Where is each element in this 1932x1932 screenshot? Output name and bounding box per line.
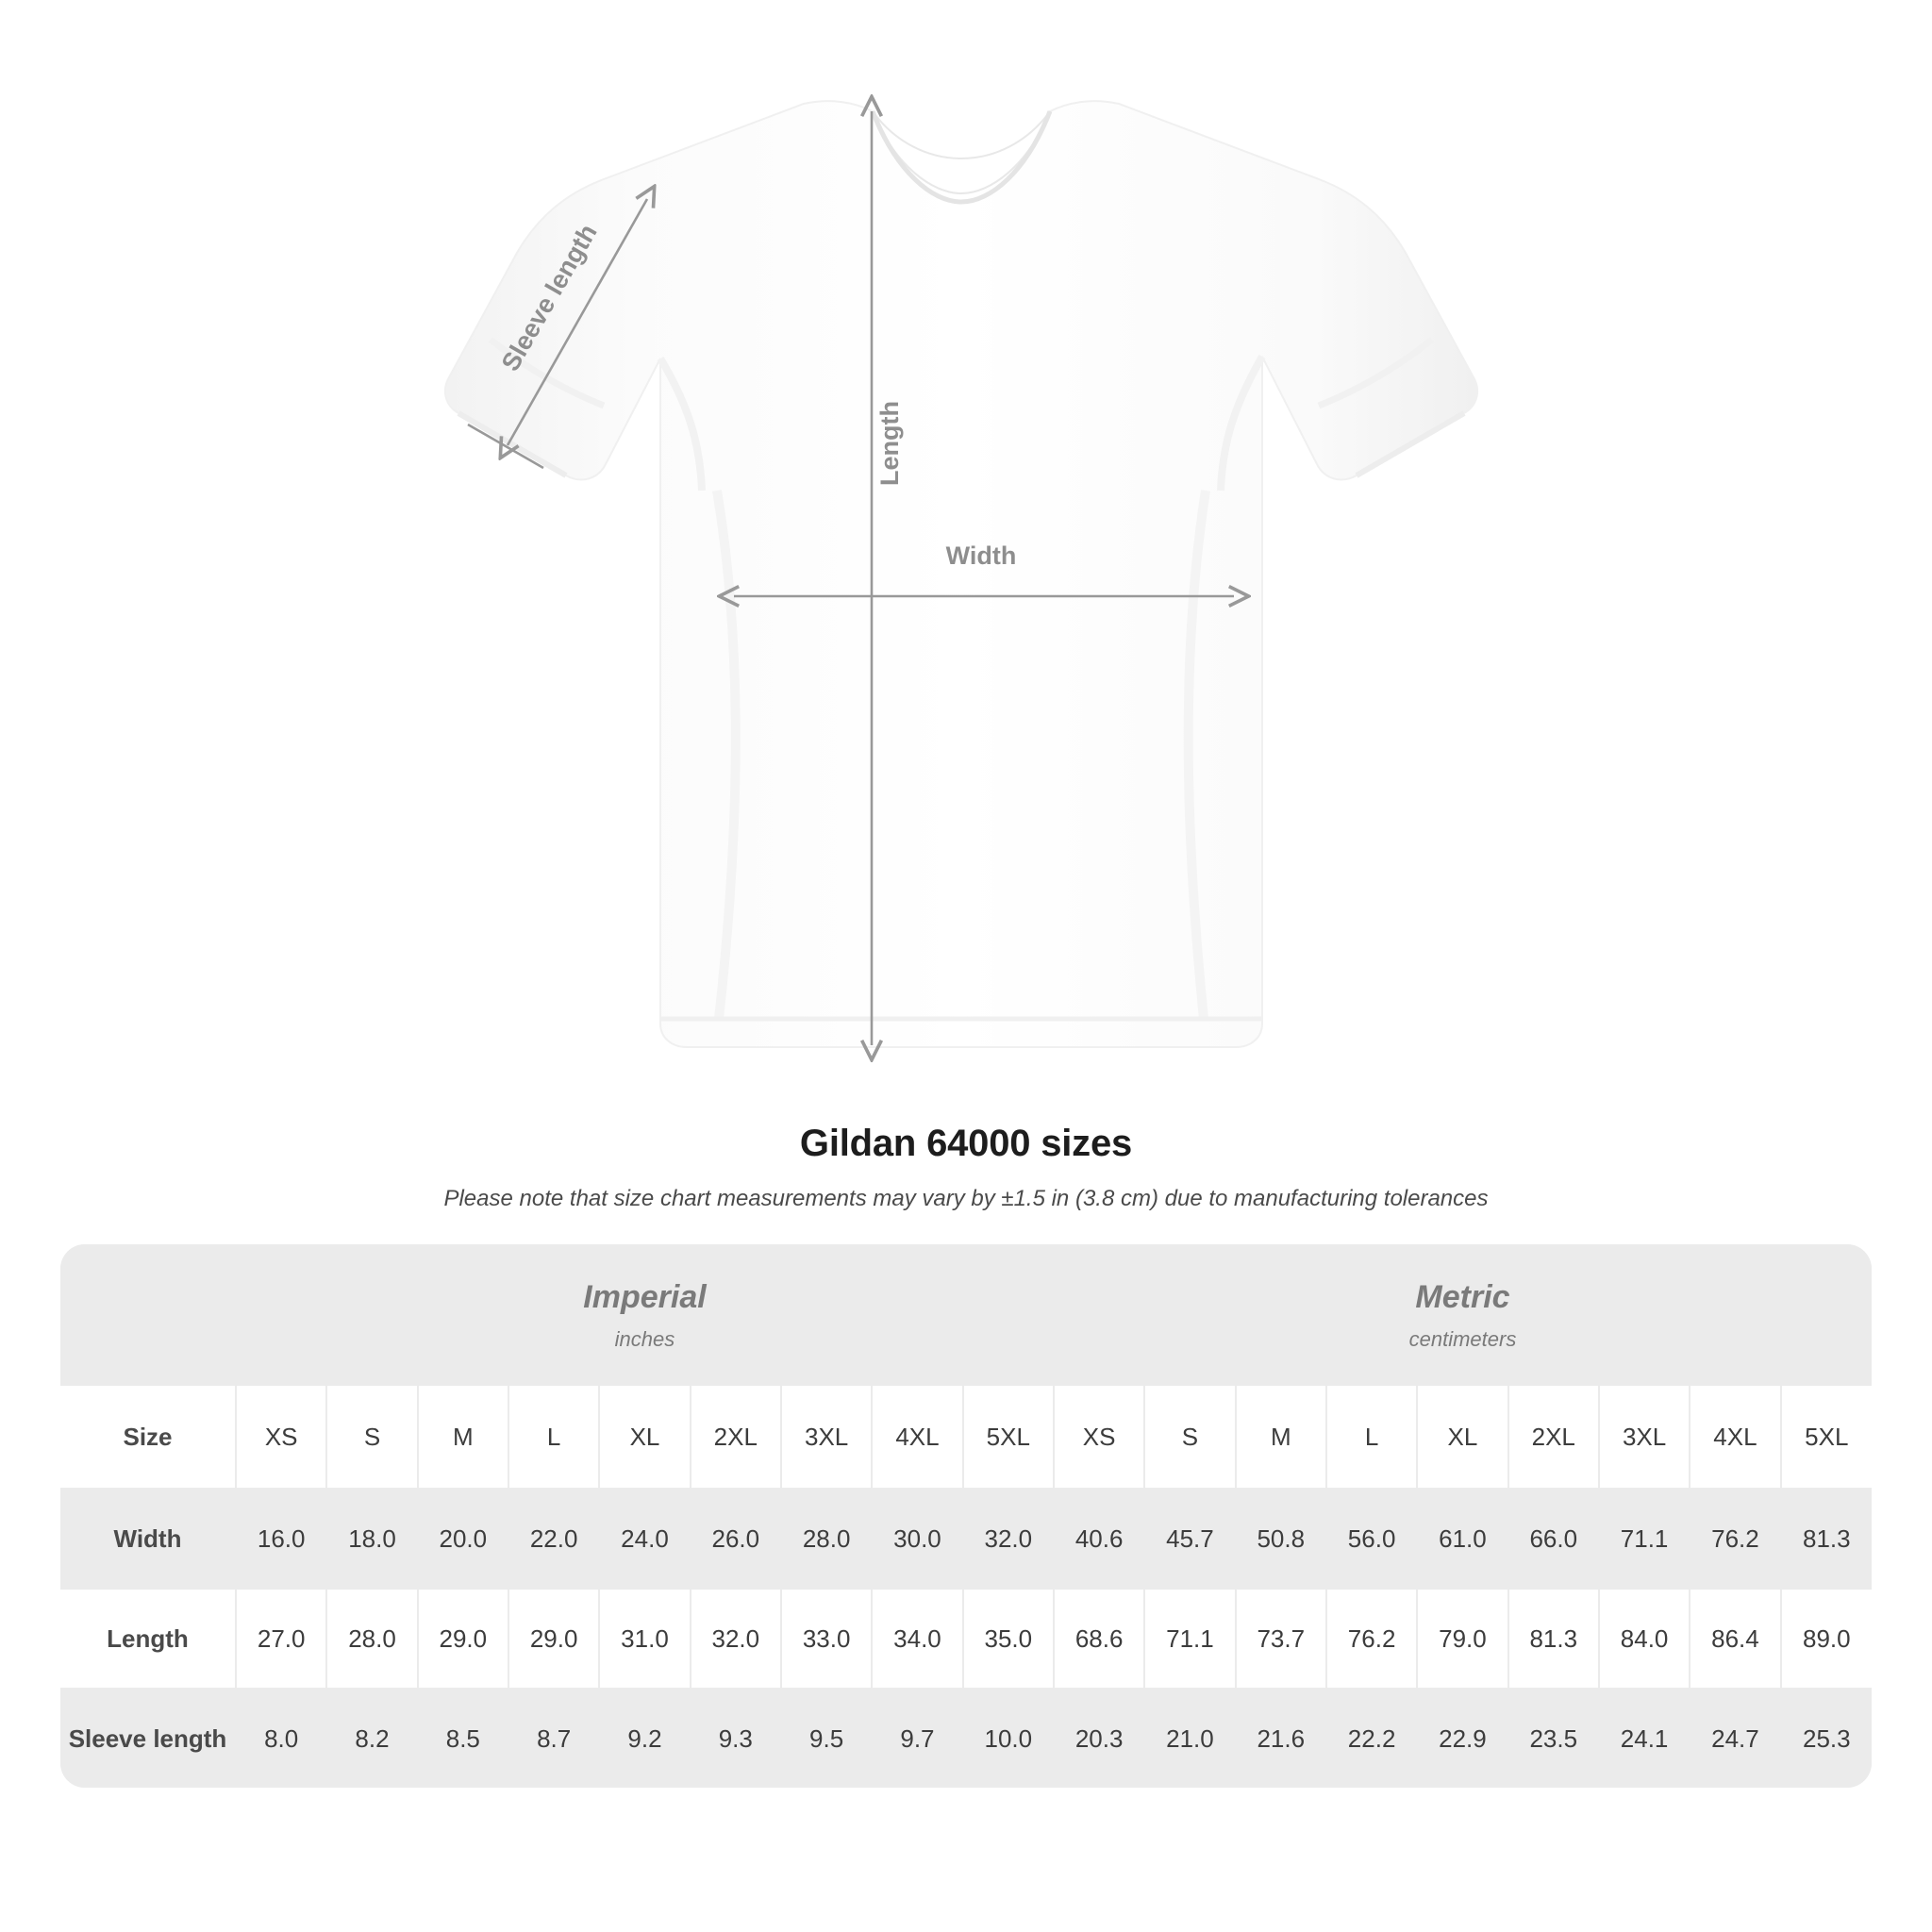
sleeve-11: 21.6 [1236,1689,1326,1788]
sleeve-1: 8.2 [326,1689,417,1788]
unit-sub-metric: centimeters [1408,1326,1517,1351]
width-16: 76.2 [1690,1489,1780,1589]
length-14: 81.3 [1508,1589,1599,1689]
size-header-row [60,1386,1872,1489]
row-label-length: Length [60,1589,236,1689]
size-col-16: 4XL [1690,1386,1780,1489]
unit-sub-imperial: inches [614,1326,675,1351]
sleeve-5: 9.3 [691,1689,781,1788]
size-col-1: S [326,1386,417,1489]
width-6: 28.0 [781,1489,872,1589]
page-title: Gildan 64000 sizes [799,1123,1133,1164]
size-col-6: 3XL [781,1386,872,1489]
length-2: 29.0 [418,1589,508,1689]
width-0: 16.0 [236,1489,326,1589]
sleeve-17: 25.3 [1781,1689,1872,1788]
unit-header-imperial [236,1244,1054,1386]
size-col-8: 5XL [963,1386,1054,1489]
size-col-13: XL [1417,1386,1507,1489]
width-11: 50.8 [1236,1489,1326,1589]
width-8: 32.0 [963,1489,1054,1589]
sleeve-13: 22.9 [1417,1689,1507,1788]
size-col-2: M [418,1386,508,1489]
length-8: 35.0 [963,1589,1054,1689]
width-2: 20.0 [418,1489,508,1589]
length-16: 86.4 [1690,1589,1780,1689]
width-9: 40.6 [1054,1489,1144,1589]
width-3: 22.0 [508,1489,599,1589]
size-col-3: L [508,1386,599,1489]
svg-text:Sleeve length: Sleeve length [495,219,603,376]
sleeve-7: 9.7 [872,1689,962,1788]
width-15: 71.1 [1599,1489,1690,1589]
sleeve-9: 20.3 [1054,1689,1144,1788]
length-9: 68.6 [1054,1589,1144,1689]
sleeve-6: 9.5 [781,1689,872,1788]
sleeve-8: 10.0 [963,1689,1054,1788]
width-1: 18.0 [326,1489,417,1589]
width-14: 66.0 [1508,1489,1599,1589]
size-col-12: L [1326,1386,1417,1489]
sleeve-3: 8.7 [508,1689,599,1788]
unit-name-imperial: Imperial [583,1278,707,1315]
length-3: 29.0 [508,1589,599,1689]
width-12: 56.0 [1326,1489,1417,1589]
table-row-sleeve-length [60,1689,1872,1788]
size-col-5: 2XL [691,1386,781,1489]
length-10: 71.1 [1144,1589,1235,1689]
sleeve-16: 24.7 [1690,1689,1780,1788]
size-col-10: S [1144,1386,1235,1489]
length-15: 84.0 [1599,1589,1690,1689]
size-col-11: M [1236,1386,1326,1489]
sleeve-15: 24.1 [1599,1689,1690,1788]
size-col-9: XS [1054,1386,1144,1489]
unit-header-spacer [60,1244,236,1386]
width-13: 61.0 [1417,1489,1507,1589]
sleeve-10: 21.0 [1144,1689,1235,1788]
row-label-sleeve-length: Sleeve length [60,1689,236,1788]
size-col-0: XS [236,1386,326,1489]
length-17: 89.0 [1781,1589,1872,1689]
length-1: 28.0 [326,1589,417,1689]
tolerance-note: Please note that size chart measurements may vary by ±1.5 in (3.8 cm) due to manufacturing tolerances [443,1186,1489,1211]
length-5: 32.0 [691,1589,781,1689]
table-row-length [60,1589,1872,1689]
sleeve-0: 8.0 [236,1689,326,1788]
length-11: 73.7 [1236,1589,1326,1689]
svg-text:Width: Width [945,541,1017,570]
width-7: 30.0 [872,1489,962,1589]
sleeve-4: 9.2 [599,1689,690,1788]
length-0: 27.0 [236,1589,326,1689]
length-4: 31.0 [599,1589,690,1689]
length-6: 33.0 [781,1589,872,1689]
tshirt-shape [445,101,1477,1047]
unit-header-metric [1054,1244,1872,1386]
sleeve-14: 23.5 [1508,1689,1599,1788]
length-12: 76.2 [1326,1589,1417,1689]
width-17: 81.3 [1781,1489,1872,1589]
row-header-size: Size [60,1386,236,1489]
sleeve-2: 8.5 [418,1689,508,1788]
svg-text:Length: Length [875,401,904,486]
size-col-15: 3XL [1599,1386,1690,1489]
size-table-wrapper [60,1244,1872,1788]
length-7: 34.0 [872,1589,962,1689]
width-10: 45.7 [1144,1489,1235,1589]
length-13: 79.0 [1417,1589,1507,1689]
unit-name-metric: Metric [1415,1278,1510,1315]
width-5: 26.0 [691,1489,781,1589]
size-col-17: 5XL [1781,1386,1872,1489]
unit-header-row [60,1244,1872,1386]
size-col-4: XL [599,1386,690,1489]
table-row-width [60,1489,1872,1589]
title-block [0,1123,1932,1212]
size-col-7: 4XL [872,1386,962,1489]
sleeve-12: 22.2 [1326,1689,1417,1788]
size-col-14: 2XL [1508,1386,1599,1489]
size-table [60,1244,1872,1788]
width-4: 24.0 [599,1489,690,1589]
row-label-width: Width [60,1489,236,1589]
